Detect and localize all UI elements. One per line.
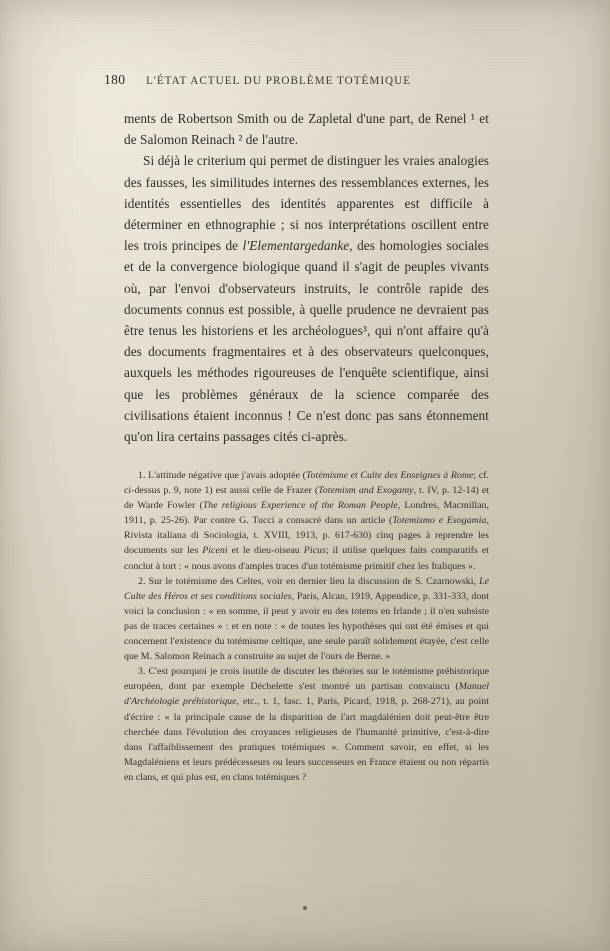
footnote-3	[124, 664, 489, 785]
paragraph-main-part1: Si déjà le criterium qui permet de distinguer les vraies analogies des fausses, les similitudes internes des ressemblances externes, les identités essentielles des identités apparentes est difficile à déterminer en ethnographie ; si nos interprétations oscillent entre les trois principes de	[124, 153, 489, 254]
footnote-1-seg-3: Totemism and Exogamy	[318, 485, 414, 497]
paragraph-main	[124, 150, 489, 447]
footnote-1-seg-9: Piceni	[202, 545, 228, 557]
footnote-1-seg-12: ; il utilise quelques faits comparatifs et conclut à tort : « nous avons d'amples traces d'un totémisme primitif chez les Italiques ».	[124, 545, 489, 572]
page-number: 180	[104, 72, 126, 87]
footnote-1-seg-6: , Londres, Macmillan, 1911, p. 25-26). Par contre G. Tucci a consacré dans un article (	[124, 500, 489, 527]
footnote-1-seg-10: et le dieu-oiseau	[227, 545, 304, 557]
paragraph-main-part2: , des homologies sociales et de la convergence biologique quand il s'agit de peuples vivants où, par l'envoi d'observateurs instruits, le contrôle rapide des documents connus est possible, à quelle prudence ne devraient pas être tenus les historiens et les archéologues³, qui n'ont affaire qu'à des documents fragmentaires et à des observateurs quelconques, auxquels les méthodes rigoureuses de l'enquête scientifique, ainsi que les problèmes généraux de la science comparée des civilisations étaient inconnus ! Ce n'est donc pas sans étonnement qu'on lira certains passages cités ci-après.	[124, 238, 489, 445]
footnotes	[124, 468, 489, 785]
footnote-1	[124, 468, 489, 574]
footnote-1-seg-11: Picus	[303, 545, 326, 557]
footnote-3-seg-2: , etc., t. 1, fasc. 1, Paris, Picard, 1918, p. 268-271), au point d'écrire : « la principale cause de la disparition de l'art magdalénien doit peut-être être cherchée dans l'évolution des croyances religieuses de l'humanité primitive, c'est-à-dire dans l'affaiblissement des pratiques totémiques ». Comment savoir, en effet, si les Magdaléniens et leurs prédécesseurs ou leurs successeurs en France étaient ou non répartis en clans, et qui plus est, en clans totémiques ?	[124, 696, 490, 783]
footnote-1-seg-7: Totemismo e Esogamia	[392, 515, 487, 527]
footnote-2-seg-2: , Paris, Alcan, 1919, Appendice, p. 331-333, dont voici la conclusion : « en somme, il peut y avoir eu des totems en Irlande ; il n'en subsiste pas de traces certaines » : et en note : « de toutes les hypothèses qui ont été émises et qui concernent l'existence du totémisme celtique, une seule paraît solidement étayée, c'est celle que M. Salomon Reinach a construite au sujet de l'ours de Berne. »	[124, 590, 489, 663]
footnote-3-seg-1: Manuel d'Archéologie préhistorique	[124, 681, 489, 708]
footnote-1-seg-1: Totémisme et Culte des Enseignes à Rome	[305, 470, 474, 481]
running-head: L'ÉTAT ACTUEL DU PROBLÈME TOTÉMIQUE	[146, 75, 412, 87]
footnote-1-seg-8: , Rivista italiana di Sociologia, t. XVIII, 1913, p. 617-630) cinq pages à reprendre les documents sur les	[124, 515, 489, 557]
body-text	[124, 108, 489, 447]
footnote-1-seg-5: The religious Experience of the Roman People	[202, 500, 398, 512]
footnote-1-seg-4: , t. IV, p. 12-14) et de Warde Fowler (	[124, 485, 490, 512]
paragraph-continuation: ments de Robertson Smith ou de Zapletal d'une part, de Renel ¹ et de Salomon Reinach ² de l'autre.	[124, 111, 489, 148]
page-header	[104, 72, 508, 88]
footnote-2	[124, 574, 489, 665]
paragraph-main-italic-term: l'Elementargedanke	[242, 238, 350, 254]
footnote-2-seg-1: Le Culte des Héros et ses conditions sociales	[124, 575, 489, 602]
footnote-1-seg-2: ; cf. ci-dessus p. 9, note 1) est aussi celle de Frazer (	[124, 470, 489, 497]
page-ornament-dot	[303, 906, 307, 910]
footnote-1-seg-0: 1. L'attitude négative que j'avais adoptée (	[138, 470, 306, 481]
footnote-2-seg-0: 2. Sur le totémisme des Celtes, voir en dernier lieu la discussion de S. Czarnowski,	[138, 575, 480, 587]
footnote-3-seg-0: 3. C'est pourquoi je crois inutile de discuter les théories sur le totémisme préhistorique européen, dont par exemple Déchelette s'est montré un partisan convaincu (	[124, 666, 489, 693]
